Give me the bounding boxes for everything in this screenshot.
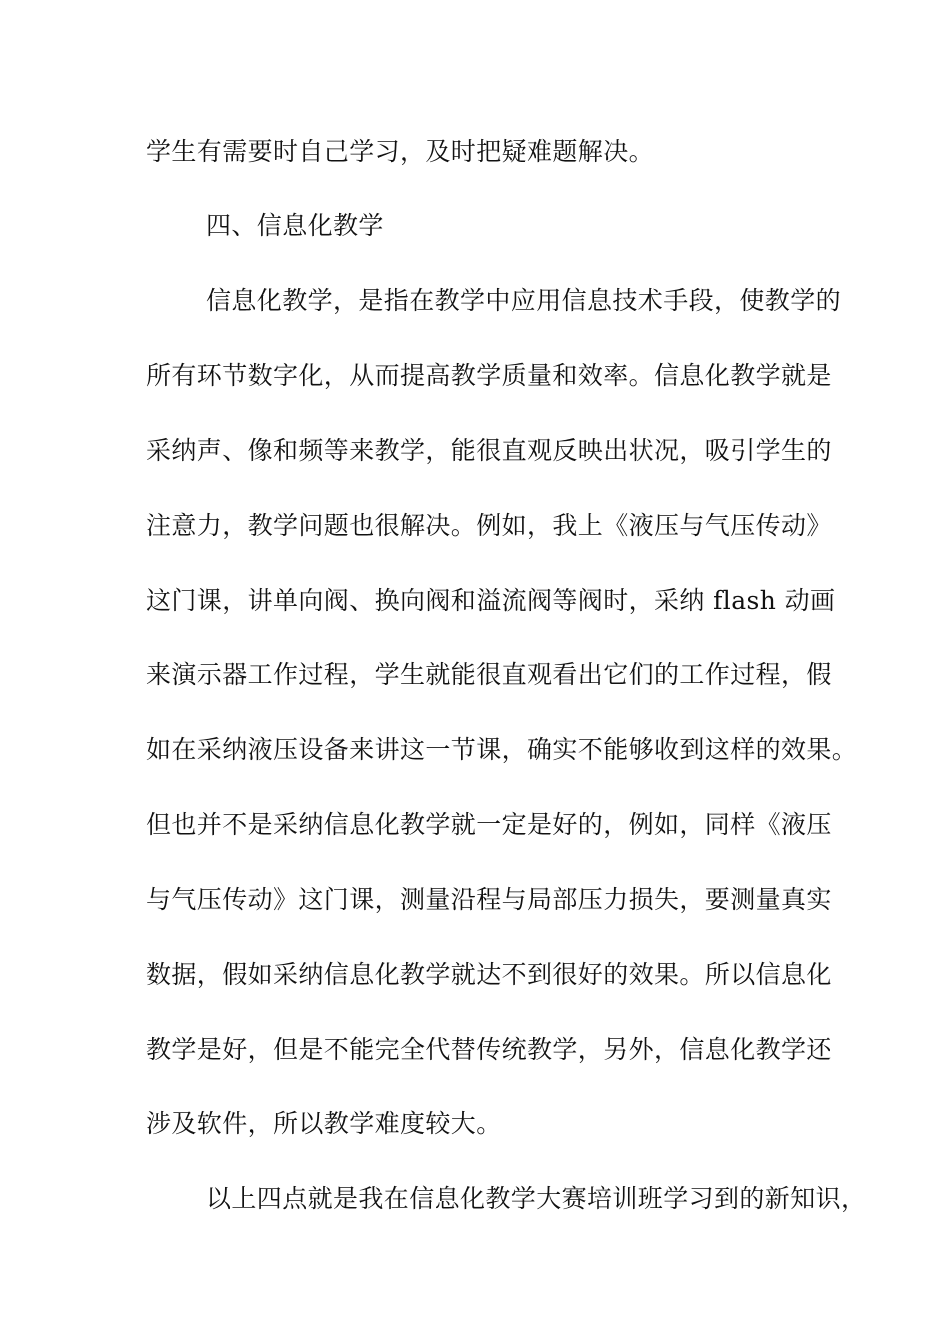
paragraph-line: 教学是好，但是不能完全代替传统教学，另外，信息化教学还 [146, 1035, 832, 1064]
paragraph-line: 这门课，讲单向阀、换向阀和溢流阀等阀时，采纳 flash 动画 [146, 586, 836, 615]
paragraph-line: 注意力，教学问题也很解决。例如，我上《液压与气压传动》 [146, 511, 832, 540]
section-heading: 四、信息化教学 [206, 211, 384, 240]
paragraph-line: 如在采纳液压设备来讲这一节课，确实不能够收到这样的效果。 [146, 735, 858, 764]
paragraph-line: 信息化教学，是指在教学中应用信息技术手段，使教学的 [206, 286, 842, 315]
paragraph-line: 涉及软件，所以教学难度较大。 [146, 1109, 502, 1138]
paragraph-line: 与气压传动》这门课，测量沿程与局部压力损失，要测量真实 [146, 885, 832, 914]
paragraph-line: 以上四点就是我在信息化教学大赛培训班学习到的新知识， [206, 1184, 867, 1213]
paragraph-line: 采纳声、像和频等来教学，能很直观反映出状况，吸引学生的 [146, 436, 832, 465]
paragraph-line: 学生有需要时自己学习，及时把疑难题解决。 [146, 137, 655, 166]
paragraph-line: 来演示器工作过程，学生就能很直观看出它们的工作过程，假 [146, 660, 832, 689]
paragraph-line: 但也并不是采纳信息化教学就一定是好的，例如，同样《液压 [146, 810, 832, 839]
paragraph-line: 所有环节数字化，从而提高教学质量和效率。信息化教学就是 [146, 361, 832, 390]
paragraph-line: 数据，假如采纳信息化教学就达不到很好的效果。所以信息化 [146, 960, 832, 989]
